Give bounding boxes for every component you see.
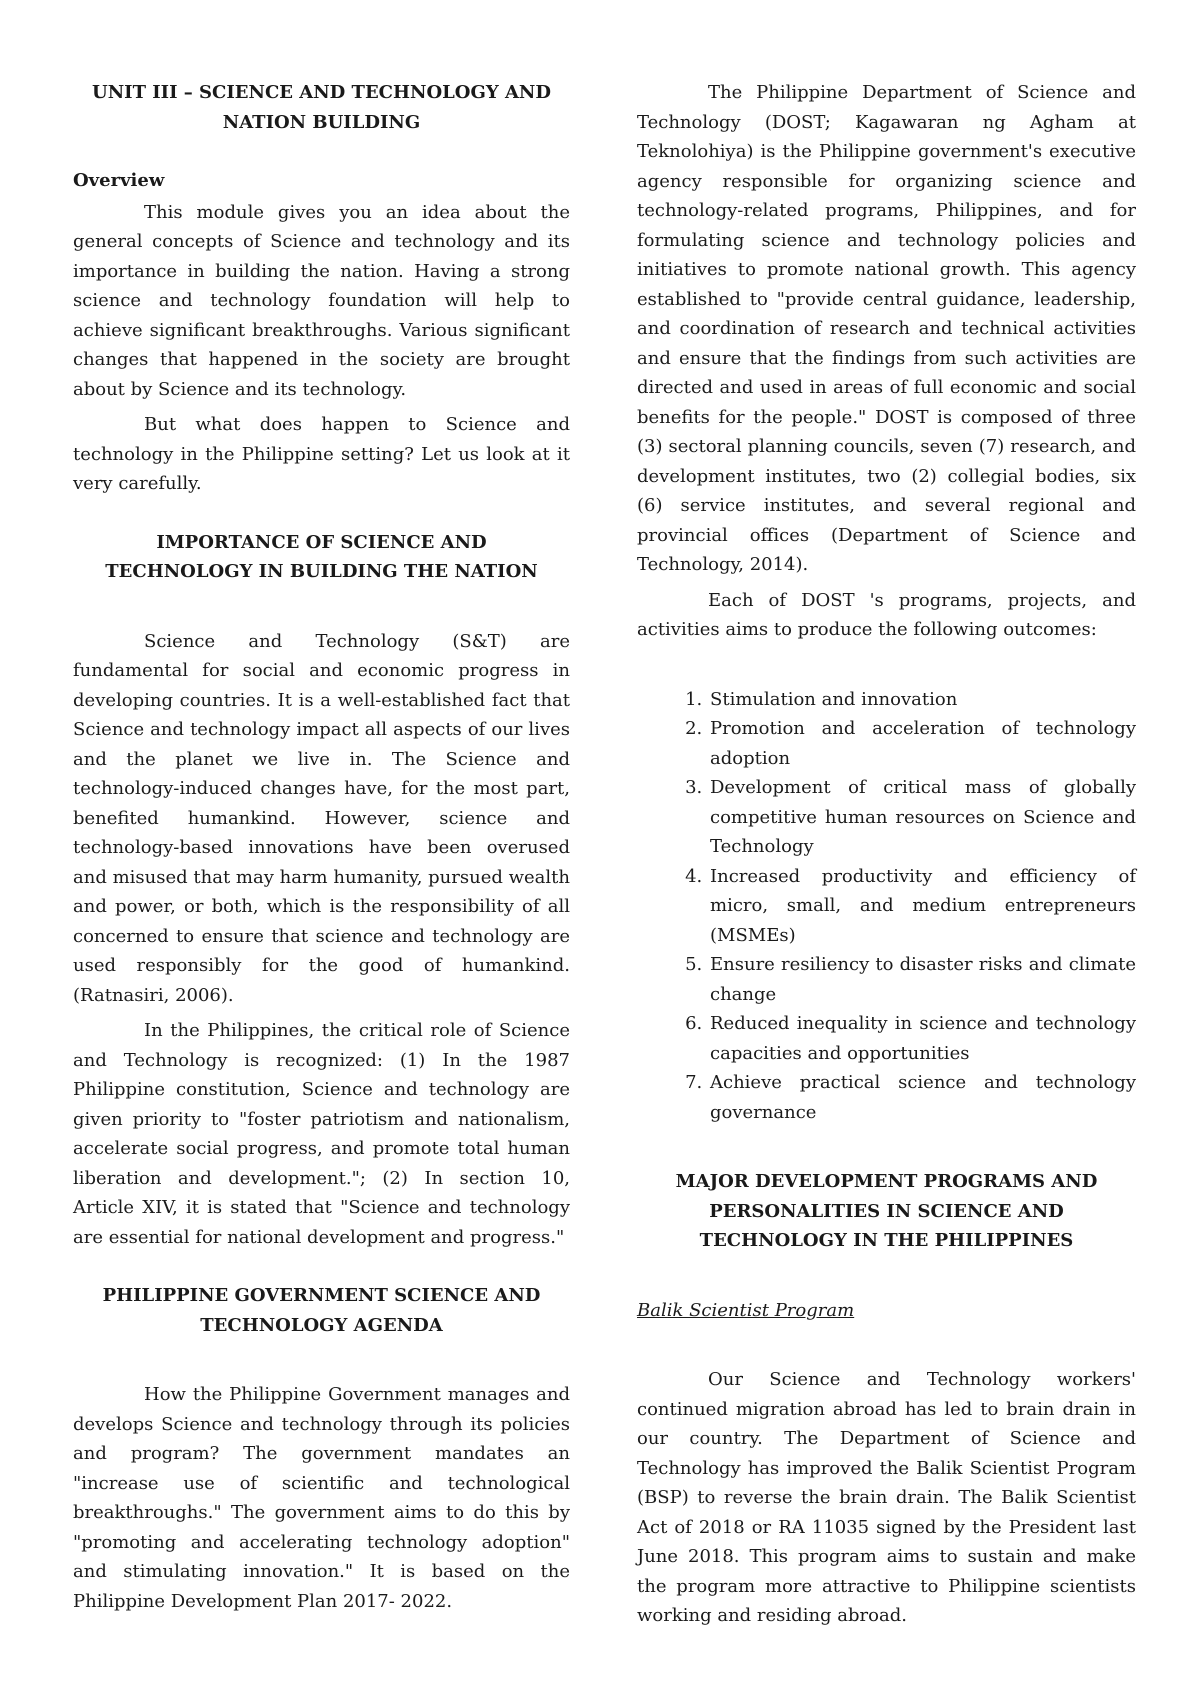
list-item: 7. Achieve practical science and technology governance bbox=[708, 1068, 1136, 1127]
outcomes-list bbox=[637, 685, 1136, 1128]
dost-paragraph-2: Each of DOST 's programs, projects, and activities aims to produce the following outcomes: bbox=[637, 589, 1136, 640]
major-programs-heading: MAJOR DEVELOPMENT PROGRAMS AND PERSONALITIES IN SCIENCE AND TECHNOLOGY IN THE PHILIPPINES bbox=[675, 1171, 1098, 1251]
list-item: 3. Development of critical mass of globally competitive human resources on Science and Technology bbox=[708, 773, 1136, 862]
left-column bbox=[73, 78, 570, 1616]
overview-paragraph-2: But what does happen to Science and technology in the Philippine setting? Let us look at it very carefully. bbox=[73, 414, 570, 494]
list-item: 4. Increased productivity and efficiency of micro, small, and medium entrepreneurs (MSMEs) bbox=[708, 862, 1136, 951]
list-item: 1. Stimulation and innovation bbox=[708, 685, 1136, 715]
list-item: 6. Reduced inequality in science and technology capacities and opportunities bbox=[708, 1009, 1136, 1068]
overview-paragraph-1: This module gives you an idea about the general concepts of Science and technology and its importance in building the nation. Having a strong science and technology foundation will help to achieve significant breakthroughs. Various significant changes that happened in the society are brought about by Science and its technology. bbox=[73, 201, 570, 400]
dost-paragraph-1: The Philippine Department of Science and Technology (DOST; Kagawaran ng Agham at Teknolohiya) is the Philippine government's executive agency responsible for organizing science and technology-related programs, Philippines, and for formulating science and technology policies and initiatives to promote national growth. This agency established to "provide central guidance, leadership, and coordination of research and technical activities and ensure that the findings from such activities are directed and used in areas of full economic and social benefits for the people." DOST is composed of three (3) sectoral planning councils, seven (7) research, and development institutes, two (2) collegial bodies, six (6) service institutes, and several regional and provincial offices (Department of Science and Technology, 2014). bbox=[637, 82, 1136, 575]
importance-paragraph-1: Science and Technology (S&T) are fundamental for social and economic progress in developing countries. It is a well-established fact that Science and technology impact all aspects of our lives and the planet we live in. The Science and technology-induced changes have, for the most part, benefited humankind. However, science and technology-based innovations have been overused and misused that may harm humanity, pursued wealth and power, or both, which is the responsibility of all concerned to ensure that science and technology are used responsibly for the good of humankind. (Ratnasiri, 2006). bbox=[73, 630, 570, 1006]
agenda-paragraph-1: How the Philippine Government manages and develops Science and technology through its policies and program? The government mandates an "increase use of scientific and technological breakthroughs." The government aims to do this by "promoting and accelerating technology adoption" and stimulating innovation." It is based on the Philippine Development Plan 2017- 2022. bbox=[73, 1384, 570, 1612]
agenda-heading: PHILIPPINE GOVERNMENT SCIENCE AND TECHNOLOGY AGENDA bbox=[102, 1285, 541, 1336]
importance-paragraph-2: In the Philippines, the critical role of Science and Technology is recognized: (1) In the 1987 Philippine constitution, Science and technology are given priority to "foster patriotism and nationalism, accelerate social progress, and promote total human liberation and development."; (2) In section 10, Article XIV, it is stated that "Science and technology are essential for national development and progress." bbox=[73, 1020, 570, 1248]
balik-paragraph-1: Our Science and Technology workers' continued migration abroad has led to brain drain in our country. The Department of Science and Technology has improved the Balik Scientist Program (BSP) to reverse the brain drain. The Balik Scientist Act of 2018 or RA 11035 signed by the President last June 2018. This program aims to sustain and make the program more attractive to Philippine scientists working and residing abroad. bbox=[637, 1369, 1136, 1626]
list-item: 5. Ensure resiliency to disaster risks and climate change bbox=[708, 950, 1136, 1009]
right-column bbox=[637, 78, 1136, 1631]
importance-heading: IMPORTANCE OF SCIENCE AND TECHNOLOGY IN BUILDING THE NATION bbox=[105, 531, 538, 582]
overview-label: Overview bbox=[73, 170, 165, 191]
unit-title: UNIT III – SCIENCE AND TECHNOLOGY AND NATION BUILDING bbox=[92, 82, 551, 133]
list-item: 2. Promotion and acceleration of technology adoption bbox=[708, 714, 1136, 773]
balik-scientist-label: Balik Scientist Program bbox=[637, 1299, 855, 1321]
